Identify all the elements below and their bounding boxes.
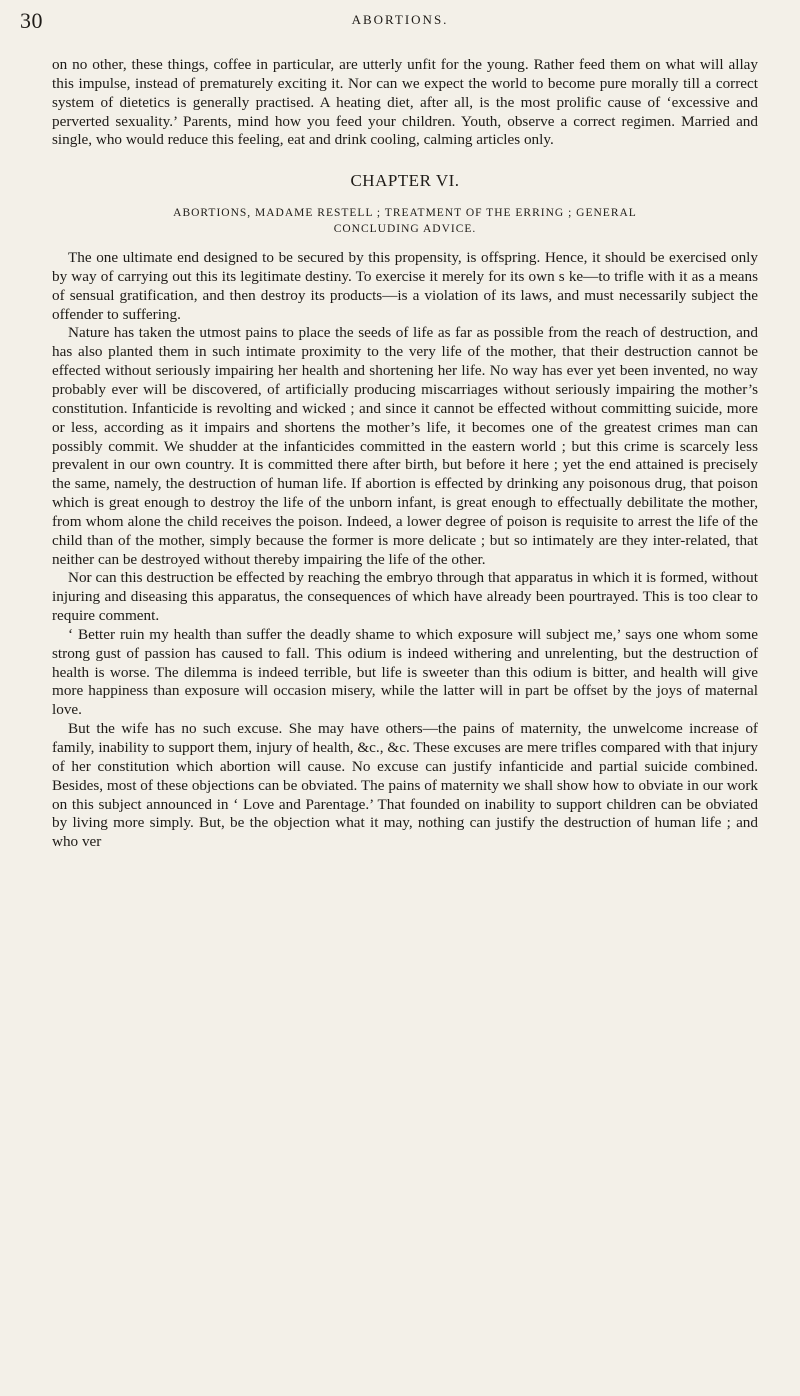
- paragraph: Nor can this destruction be effected by reaching the embryo through that apparatus in which it is formed, without injuring and diseasing this apparatus, the consequences of which have already been pourtrayed. This is too clear to require comment.: [52, 569, 758, 625]
- paragraph: ‘ Better ruin my health than suffer the deadly shame to which exposure will subject me,’ says one whom some strong gust of passion has caused to fall. This odium is indeed withering and unrelenting, but the destruction of health is worse. The dilemma is indeed terrible, but life is sweeter than this odium is bitter, and health will give more happiness than exposure will occasion misery, while the latter will in part be offset by the joys of maternal love.: [52, 625, 758, 719]
- paragraph: But the wife has no such excuse. She may have others—the pains of maternity, the unwelcome increase of family, inability to support them, injury of health, &c., &c. These excuses are mere trifles compared with that injury of her constitution which abortion will cause. No excuse can justify infanticide and partial suicide combined. Besides, most of these objections can be obviated. The pains of maternity we shall show how to obviate in our work on this subject announced in ‘ Love and Parentage.’ That founded on inability to support children can be obviated by living more simply. But, be the objection what it may, nothing can justify the destruction of human life ; and who ver: [52, 720, 758, 851]
- chapter-summary-line: ABORTIONS, MADAME RESTELL ; TREATMENT OF THE ERRING ; GENERAL: [173, 207, 637, 220]
- chapter-summary: [52, 205, 758, 237]
- paragraph-continued: on no other, these things, coffee in particular, are utterly unfit for the young. Rather feed them on what will allay this impulse, instead of prematurely exciting it. Nor can we expect the world to become pure morally till a correct system of dietetics is generally practised. A heating diet, after all, is the most prolific cause of ‘excessive and perverted sexuality.’ Parents, mind how you feed your children. Youth, observe a correct regimen. Married and single, who would reduce this feeling, eat and drink cooling, calming articles only.: [52, 56, 758, 149]
- chapter-title: CHAPTER VI.: [350, 171, 460, 191]
- chapter-summary-line: CONCLUDING ADVICE.: [333, 223, 477, 236]
- page-body: [52, 56, 758, 852]
- paragraph: The one ultimate end designed to be secured by this propensity, is offspring. Hence, it should be exercised only by way of carrying out this its legitimate destiny. To exercise it merely for its own s ke—to trifle with it as a means of sensual gratification, and then destroy its products—is a violation of its laws, and must necessarily subject the offender to suffering.: [52, 249, 758, 323]
- page-number: 30: [20, 8, 43, 33]
- paragraph: Nature has taken the utmost pains to place the seeds of life as far as possible from the reach of destruction, and has also planted them in such intimate proximity to the very life of the mother, that their destruction cannot be effected without seriously impairing her health and shortening her life. No way has ever yet been invented, no way probably ever will be discovered, of artificially producing miscarriages without seriously impairing the mother’s constitution. Infanticide is revolting and wicked ; and since it cannot be effected without committing suicide, more or less, according as it impairs and shortens the mother’s life, it becomes one of the greatest crimes man can possibly commit. We shudder at the infanticides committed in the eastern world ; but this crime is scarcely less prevalent in our own country. It is committed there after birth, but before it here ; yet the end attained is precisely the same, namely, the destruction of human life. If abortion is effected by drinking any poisonous drug, that poison which is great enough to destroy the life of the unborn infant, is great enough to effectually debilitate the mother, from whom alone the child receives the poison. Indeed, a lower degree of poison is requisite to arrest the life of the child than of the mother, simply because the former is more delicate ; but so intimately are they inter-related, that neither can be destroyed without thereby impairing the life of the other.: [52, 324, 758, 568]
- running-head: ABORTIONS.: [351, 12, 449, 27]
